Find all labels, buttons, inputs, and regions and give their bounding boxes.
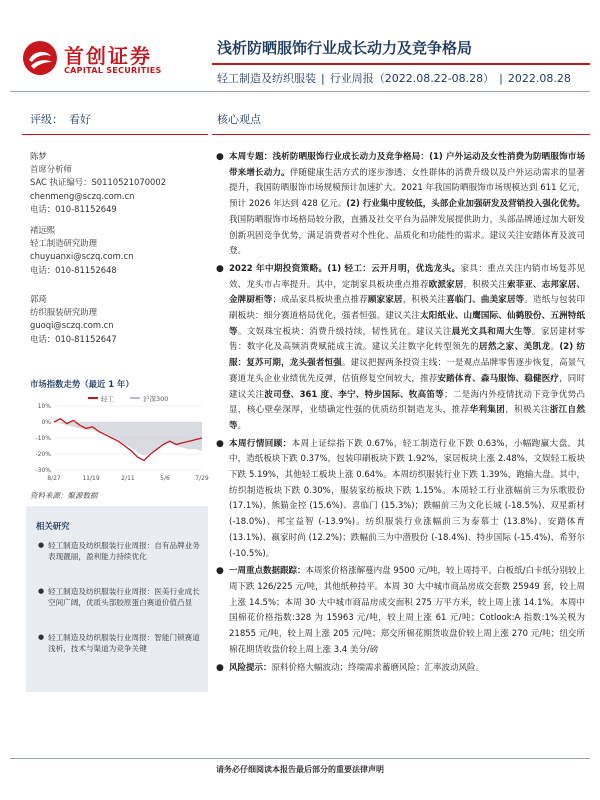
body-text: ，积极关注 [463,279,507,290]
analyst-phone: 电话：010-81152648 [30,264,117,275]
bullet-icon: ● [216,438,224,449]
related-research-text: 轻工制造及纺织服装行业周报：医美行业成长空间广阔，优质头部胶原蛋白赛道价值凸显 [48,587,200,608]
rating [30,111,91,127]
emphasis-text: 华利集团 [469,405,506,416]
analyst-block [30,293,117,346]
subtitle-type: 行业周报（2022.08.22-08.28） [329,72,495,85]
related-research-text: 轻工制造及纺织服装行业周报：智能门锁赛道浅析，技术与渠道为竞争关键 [48,633,200,654]
emphasis-text: 风险提示： [229,662,272,673]
x-tick-label: 7/29 [195,475,209,482]
bullet-icon: ● [38,587,45,595]
emphasis-text: 索菲亚、志邦家居、金牌厨柜等 [229,279,585,306]
emphasis-text: 本周行情回顾： [229,438,292,449]
y-tick-label: 0% [41,419,51,427]
x-tick-label: 11/19 [82,475,100,482]
emphasis-text: 波司登、361 度、李宁、特步国际、牧高笛等 [264,389,445,400]
emphasis-text: 晨光文具和周大生等 [451,326,532,337]
footer-divider [10,758,590,759]
body-text: 原料价格大幅波动；终端需求蓄磨风险；汇率波动风险。 [271,662,485,673]
emphasis-text: 安踏体育、森马服饰、稳健医疗 [437,373,560,384]
related-research-item[interactable] [38,632,206,655]
emphasis-text: 2022 年中期投资策略。(1) 轻工：云开月明，优选龙头。 [229,263,461,274]
related-research-text: 轻工制造及纺织服装行业周报：自有品牌业务表现靓丽，盈利能力持续优化 [48,541,200,562]
title-divider [212,63,590,65]
subtitle-separator: | [499,72,503,85]
y-tick-label: -30% [35,467,51,475]
body-text: ，积极关注 [402,295,447,306]
x-tick-label: 5/6 [160,475,170,482]
body-text: 。家居建材零售：数字化及高频消费赋能成主流。建议关注数字化转型领先的 [229,326,585,353]
analyst-sac: SAC 执证编号：S0110521070002 [30,177,167,188]
analyst-block [30,150,166,216]
company-logo [22,38,212,80]
logo-text-en: CAPITAL SECURITIES [64,66,162,75]
analyst-role: 纺织服装研究助理 [30,307,97,318]
body-text: ；成品家具板块重点推荐 [272,295,368,306]
body-text: 。建议把握两条投资主线：一是观点品牌零售逐步恢复，高景气赛道龙头企业业绩优先反弹，估值修复空间较大，推荐 [229,358,585,384]
x-tick-label: 8/27 [47,475,61,482]
related-research-panel [26,506,208,692]
core-views-divider [212,134,590,135]
body-text: 。造纸与包装印刷板块：细分赛道格局优化，强者恒强。建议关注 [229,295,585,322]
core-paragraph [215,661,585,677]
emphasis-text: (2) 行业集中度较低，头部企业加强研发及营销投入强化优势。 [346,199,585,210]
body-text: ，积极关注 [505,405,550,416]
core-views-title: 核心观点 [217,113,261,126]
subtitle-separator: | [321,72,325,85]
core-paragraph [215,564,585,658]
related-research-title: 相关研究 [36,521,70,531]
legal-notice: 请务必仔细阅读本报告最后部分的重要法律声明 [216,765,384,774]
body-text: 家具：重点关注内销市场复苏见效、龙头市占率提升。其中，定制家具板块重点推荐 [229,263,585,290]
body-text: 伴随健康生活方式的逐步渗透、女性群体的消费升级以及户外运动需求的显著提升，我国防晒服饰市场规模预计加速扩大。2021 年我国防晒服饰市场规模达到 611 亿元，预计 2026 年达到 428 亿元。 [229,167,585,210]
report-subtitle [217,70,571,86]
analyst-phone: 电话：010-81152647 [30,333,117,344]
body-text: 本周上证综指下跌 0.67%，轻工制造行业下跌 0.63%，小幅跑赢大盘。其中，造纸板块下跌 0.37%，包装印刷板块下跌 1.92%，家居板块上涨 2.48%，文娱轻工板块下跌 5.19%，其他轻工板块上涨 0.64%。本周纺织服装行业下跌 1.39%，跑输大盘。其中，纺织制造板块下跌 0.30%，服装家纺板块下跌 1.15%。本周轻工行业涨幅前三为乐歌股份 (17.1%)、熊猫金控 (15.6%)、喜临门 (15.3%)；跌幅前三为文化长城 (-18.5%)、双星新材 (-18.0%)、邦宝益智 (-13.9%)。纺织服装行业涨幅前三为泰慕士 (13.8%)、安踏体育 (13.1%)、嬴家时尚 (12.2%)；跌幅前三为中潜股份 (-18.4%)、特步国际 (-15.4%)、希努尔 (-10.5%)。 [229,438,585,559]
analyst-phone: 电话：010-81152649 [30,203,117,214]
body-text: 。 [237,420,247,431]
y-tick-label: -10% [35,435,51,443]
rating-divider [22,134,208,135]
subtitle-date: 2022.08.28 [507,72,571,85]
emphasis-text: 居然之家、美凯龙 [479,342,551,353]
series-area-csi300 [54,422,202,456]
emphasis-text: 顾家家居 [367,295,403,306]
analyst-name: 陈梦 [30,151,47,161]
core-paragraph [215,262,585,435]
report-title: 浅析防晒服饰行业成长动力及竞争格局 [217,39,473,57]
y-tick-label: -20% [35,451,51,459]
bullet-icon: ● [216,152,224,162]
analyst-role: 轻工制造研究助理 [30,238,97,249]
chart-source: 资料来源：聚源数据 [30,491,98,500]
chart-title: 市场指数走势（最近 1 年） [30,379,134,389]
core-paragraph [215,150,585,260]
core-paragraph [215,437,585,563]
header-divider [10,91,590,92]
logo-mark-icon [22,40,58,76]
subtitle-industry: 轻工制造及纺织服装 [217,72,316,85]
emphasis-text: 一周重点数据跟踪： [229,566,306,577]
bullet-icon: ● [38,541,45,549]
rating-value: 看好 [69,113,91,126]
emphasis-text: 本周专题：浅析防晒服饰行业成长动力及竞争格局：(1) 户外运动及女性消费为防晒服饰市场带来增长动力。 [229,152,585,178]
analyst-email[interactable]: chuyuanxi@sczq.com.cn [30,251,134,262]
body-text: ，同时建议关注 [229,373,585,400]
related-research-item[interactable] [38,586,206,609]
emphasis-text: (2) 纺服：复苏可期，龙头强者恒强 [229,342,585,369]
analyst-role: 首席分析师 [30,164,72,175]
rating-label: 评级： [30,113,63,126]
analyst-email[interactable]: chenmeng@sczq.com.cn [30,190,135,201]
legend-label: 轻工 [101,395,114,403]
body-text: 本周浆价格涨解蔓内盘 9500 元/吨，较上周持平。白板纸/白卡纸分别较上周下跌 126/225 元/吨，其他纸种持平。本周 30 大中城市商品房成交套数 25949 套，较上周上涨 14.5%；本周 30 大中城市商品房成交面积 275 万平方米，较上周上涨 14.1%。本周中国棉花价格指数:328 为 15963 元/吨，较上周上涨 61 元/吨；Cotlook:A 指数:1%关税为 21855 元/吨，较上周上涨 205 元/吨；郑交所棉花期货收盘价较上周上涨 270 元/吨；纽交所棉花期货收盘价较上周上涨 3.4 美分/磅 [229,566,585,655]
logo-text-cn: 首创证券 [64,44,152,68]
body-text: 。文娱珠宝板块：消费升级持续，韧性犹在。建议关注 [237,326,452,337]
emphasis-text: 浙江自然等 [229,405,585,431]
x-tick-label: 2/11 [121,475,135,482]
core-views-body [215,150,585,678]
bullet-icon: ● [216,566,224,577]
y-tick-label: 10% [37,403,51,411]
emphasis-text: 喜临门、曲美家居等 [446,295,525,306]
legend-label: 沪深300 [143,395,169,403]
bullet-icon: ● [216,263,224,274]
bullet-icon: ● [216,662,224,673]
body-text: 我国防晒服饰市场格局较分散，直播及社交平台为品牌发展提供助力，头部品牌通过加大研发创新巩固竞争优势，满足消费者对个性化、品质化和功能性的需求。建议关注安踏体育及波司登。 [229,214,585,257]
analyst-email[interactable]: guoqi@sczq.com.cn [30,320,114,331]
related-research-item[interactable] [38,540,206,563]
market-index-chart [28,392,209,484]
emphasis-text: 太阳纸业、山鹰国际、仙鹤股份、五洲特纸等 [229,311,585,337]
body-text: ；二是海内外疫情扰动下竞争优势凸显，核心壁垒深厚，业绩确定性强的优质纺织制造龙头，推荐 [229,389,585,416]
emphasis-text: 欧派家居 [428,279,464,290]
analyst-name: 郭琦 [30,294,47,304]
body-text: 。 [550,342,560,353]
analyst-name: 褚远熙 [30,225,56,235]
analyst-block [30,224,133,277]
bullet-icon: ● [38,633,45,641]
